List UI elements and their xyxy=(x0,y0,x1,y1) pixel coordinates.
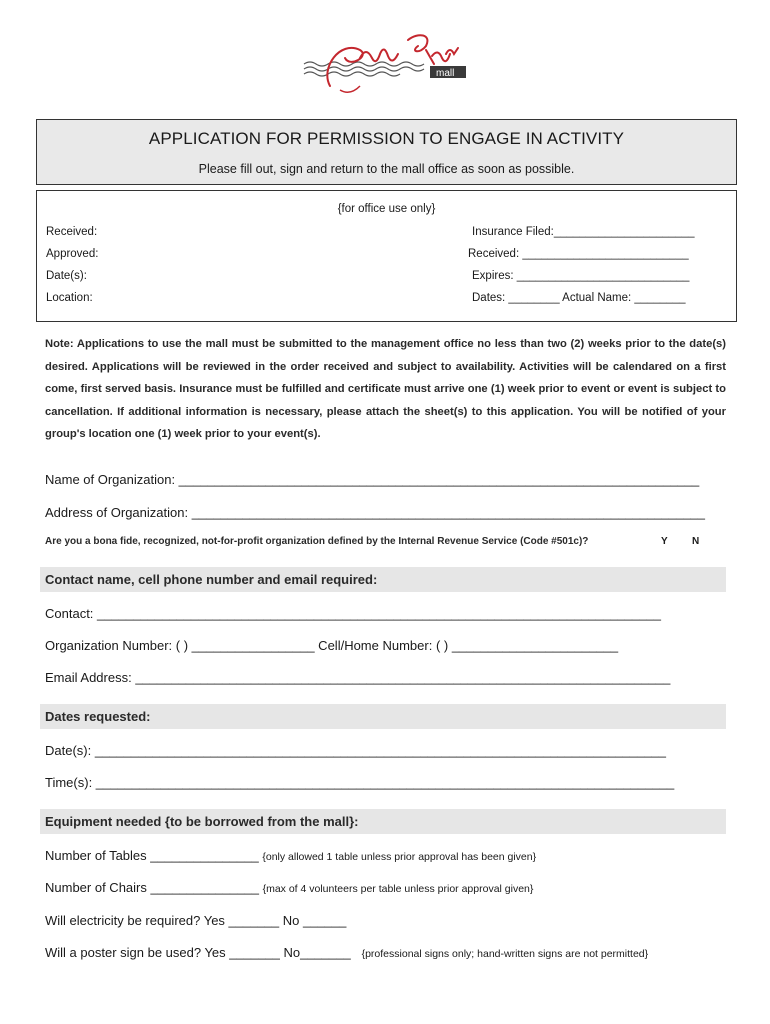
dates-section-title: Dates requested: xyxy=(45,709,151,724)
office-received-field[interactable]: Received: __________________________ xyxy=(468,248,689,260)
insurance-filed-field[interactable]: Insurance Filed:______________________ xyxy=(472,226,695,238)
tables-note: {only allowed 1 table unless prior approval has been given} xyxy=(262,851,537,863)
office-dates-label: Date(s): xyxy=(46,270,87,282)
office-location-label: Location: xyxy=(46,292,93,304)
email-address-field[interactable]: Email Address: __________________________________________________________________________ xyxy=(45,670,671,685)
office-approved-label: Approved: xyxy=(46,248,99,260)
electricity-field[interactable]: Will electricity be required? Yes _______ No ______ xyxy=(45,913,347,928)
form-subtitle: Please fill out, sign and return to the mall office as soon as possible. xyxy=(198,162,575,176)
nonprofit-question: Are you a bona fide, recognized, not-for-profit organization defined by the Internal Revenue Service (Code #501c)? xyxy=(45,536,589,547)
equipment-section-title: Equipment needed {to be borrowed from the mall}: xyxy=(45,814,359,829)
number-of-tables-field[interactable]: Number of Tables _______________ xyxy=(45,848,259,863)
tables-row xyxy=(45,848,536,863)
nonprofit-no-option[interactable]: N xyxy=(692,536,700,547)
poster-row xyxy=(45,945,648,960)
organization-name-field[interactable]: Name of Organization: ________________________________________________________________________ xyxy=(45,472,700,487)
contact-section-header xyxy=(40,567,726,592)
times-field[interactable]: Time(s): ________________________________________________________________________________ xyxy=(45,775,675,790)
note-paragraph: Note: Applications to use the mall must be submitted to the management office no less than two (2) weeks prior to the date(s) desired. Applications will be reviewed in the order received and subject to availability. Activities will be calendared on a first come, first served basis. Insurance must be fulfilled and certificate must arrive one (1) week prior to event or event is subject to cancellation. If additional information is necessary, please attach the sheet(s) to this application. You will be notified of your group's location one (1) week prior to your event(s). xyxy=(45,338,726,440)
form-title-box xyxy=(36,119,737,185)
dates-actual-name-field[interactable]: Dates: ________ Actual Name: ________ xyxy=(472,292,686,304)
form-title: APPLICATION FOR PERMISSION TO ENGAGE IN ACTIVITY xyxy=(148,129,625,148)
contact-section-title: Contact name, cell phone number and email required: xyxy=(45,572,378,587)
dates-field[interactable]: Date(s): _______________________________________________________________________________ xyxy=(45,743,667,758)
chairs-row xyxy=(45,880,533,895)
salmon-run-mall-logo xyxy=(300,28,470,98)
svg-text:mall: mall xyxy=(436,68,455,79)
contact-name-field[interactable]: Contact: ______________________________________________________________________________ xyxy=(45,606,661,621)
number-of-chairs-field[interactable]: Number of Chairs _______________ xyxy=(45,880,259,895)
office-use-header: {for office use only} xyxy=(337,203,436,215)
office-use-box xyxy=(36,190,737,322)
office-received-label: Received: xyxy=(46,226,98,238)
chairs-note: {max of 4 volunteers per table unless prior approval given} xyxy=(262,883,534,895)
equipment-section-header xyxy=(40,809,726,834)
organization-number-field[interactable]: Organization Number: ( ) _________________ Cell/Home Number: ( ) _______________________ xyxy=(45,638,619,653)
poster-note: {professional signs only; hand-written signs are not permitted} xyxy=(361,948,649,960)
expires-field[interactable]: Expires: ___________________________ xyxy=(472,270,690,282)
dates-section-header xyxy=(40,704,726,729)
organization-address-field[interactable]: Address of Organization: _______________________________________________________________________ xyxy=(45,505,706,520)
nonprofit-yes-option[interactable]: Y xyxy=(661,536,668,547)
poster-sign-field[interactable]: Will a poster sign be used? Yes _______ No_______ xyxy=(45,945,351,960)
